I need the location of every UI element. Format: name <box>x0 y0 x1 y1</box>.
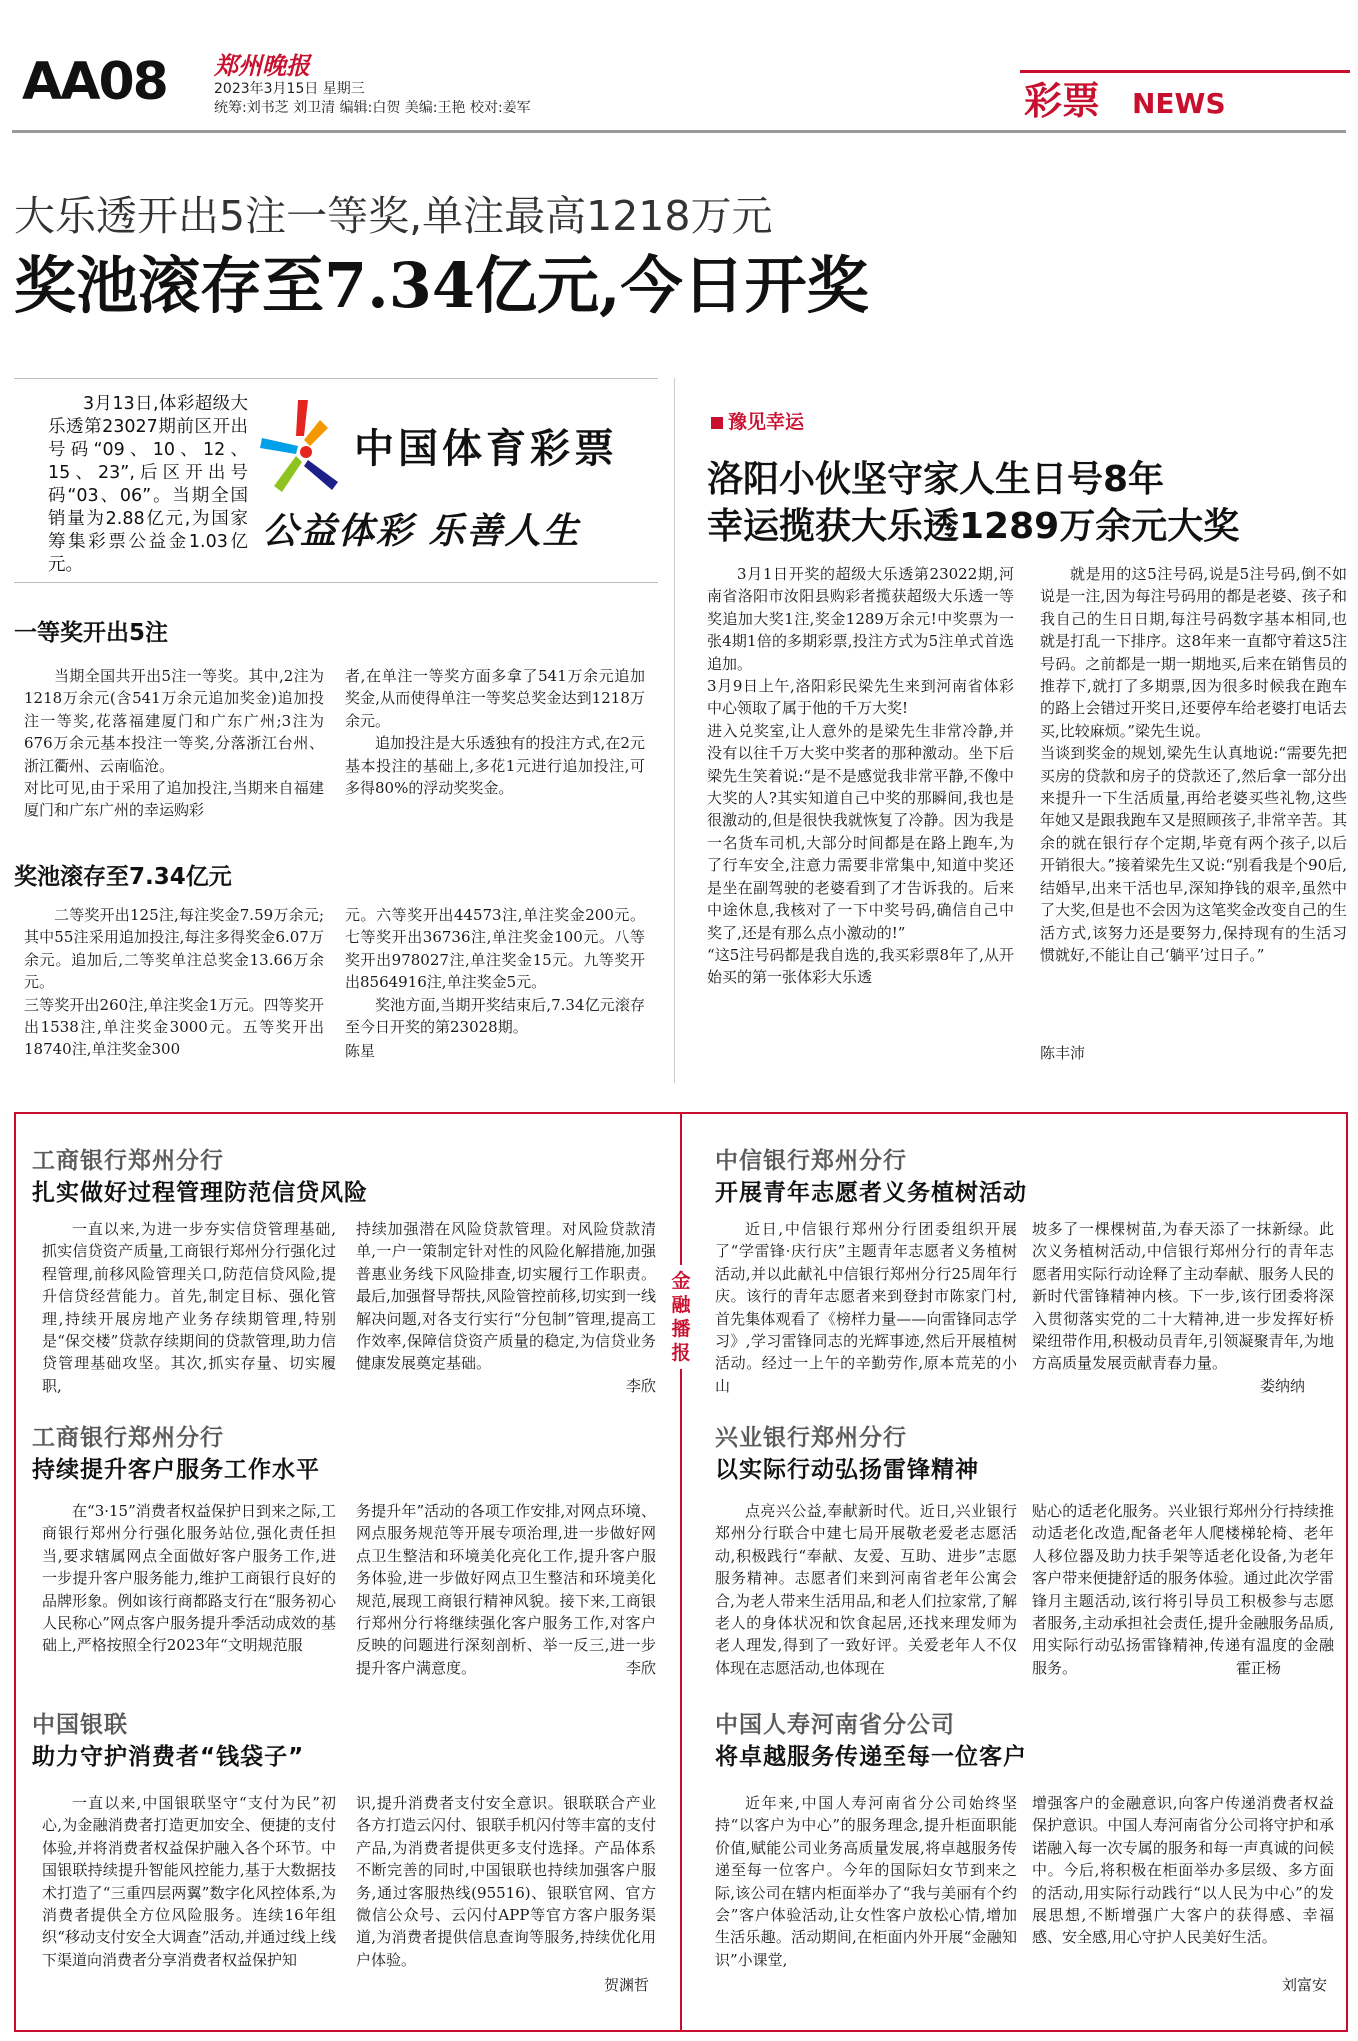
section-tab <box>1020 70 1350 130</box>
finance-a2-byline: 李欣 <box>622 1657 656 1679</box>
lead-section2-col1: 二等奖开出125注,每注奖金7.59万余元;其中55注采用追加投注,每注多得奖金6.07万余元。追加后,二等奖单注总奖金13.66万余元。 三等奖开出260注,单注奖金1万元。四等奖开出1538注,单注奖金3000元。五等奖开出18740注,单注奖金300 <box>24 906 324 1059</box>
finance-a1-col2: 持续加强潜在风险贷款管理。对风险贷款清单,一户一策制定针对性的风险化解措施,加强普惠业务线下风险排查,切实履行工作职责。最后,加强督导帮扶,风险管控前移,切实到一线解决问题,对各支行实行“分包制”管理,提高工作效率,保障信贷资产质量的稳定,为信贷业务健康发展奠定基础。 <box>356 1220 656 1373</box>
section-name: 彩票 <box>1024 79 1101 123</box>
finance-b3-byline: 刘富安 <box>1278 1974 1327 1996</box>
finance-a2-title: 持续提升客户服务工作水平 <box>32 1457 320 1483</box>
lead-section1-col2 <box>345 665 645 845</box>
finance-a2-col2: 务提升年”活动的各项工作安排,对网点环境、网点服务规范等开展专项治理,进一步做好网点卫生整洁和环境美化亮化工作,提升客户服务体验,进一步做好网点卫生整洁和环境美化规范,展现工商银行精神风貌。接下来,工商银行郑州分行将继续强化客户服务工作,对客户反映的问题进行深刻剖析、举一反三,进一步提升客户满意度。 <box>356 1502 656 1677</box>
finance-label: 金融播报 <box>668 1265 694 1369</box>
lottery-logo <box>258 398 344 498</box>
finance-b2-title: 以实际行动弘扬雷锋精神 <box>715 1457 979 1483</box>
section-name-en: NEWS <box>1132 87 1226 120</box>
lead-section2-col2-p2 <box>345 994 645 1039</box>
story-col2: 就是用的这5注号码,说是5注号码,倒不如说是一注,因为每注号码用的都是老婆、孩子和我自己的生日日期,每注号码数字基本相同,也就是打乱一下排序。这8年来一直都守着这5注号码。之前都是一期一期地买,后来在销售员的推荐下,就打了多期票,因为很多时候我在跑车的路上会错过开奖日,还要停车给老婆打电话去买,比较麻烦。”梁先生说。 当谈到奖金的规划,梁先生认真地说:“需要先把买房的贷款和房子的贷款还了,然后拿一部分出来提升一下生活质量,再给老婆买些礼物,这些年她又是跟我跑车又是照顾孩子,非常辛苦。其余的就在银行存个定期,毕竟有两个孩子,以后开销很大。”接着梁先生又说:“别看我是个90后,结婚早,出来干活也早,深知挣钱的艰辛,虽然中了大奖,但是也不会因为这笔奖金改变自己的生活方式,该努力还是要努力,保持现有的生活习惯就好,不能让自己‘躺平’过日子。” <box>1040 565 1347 964</box>
story-col1: 3月1日开奖的超级大乐透第23022期,河南省洛阳市汝阳县购彩者揽获超级大乐透一等奖追加大奖1注,奖金1289万余元!中奖票为一张4期1倍的多期彩票,投注方式为5注单式首选追加。 3月9日上午,洛阳彩民梁先生来到河南省体彩中心领取了属于他的千万大奖! 进入兑奖室,让人意外的是梁先生非常冷静,并没有以往千万大奖中奖者的那种激动。坐下后梁先生笑着说:“是不是感觉我非常平静,不像中大奖的人?其实知道自己中奖的那瞬间,我也是很激动的,但是很快我就恢复了冷静。因为我是一名货车司机,大部分时间都是在路上跑车,为了行车安全,注意力需要非常集中,知道中奖还是坐在副驾驶的老婆看到了才告诉我的。后来中途休息,我核对了一下中奖号码,确信自己中奖了,还是有那么点小激动的!” “这5注号码都是我自选的,我买彩票8年了,从开始买的第一张体彩大乐透 <box>707 565 1014 987</box>
finance-b3-bank: 中国人寿河南省分公司 <box>715 1712 955 1738</box>
story-kicker-marker <box>711 417 723 429</box>
paper-name: 郑州晚报 <box>214 51 310 80</box>
lead-section1-col1: 当期全国共开出5注一等奖。其中,2注为1218万余元(含541万余元追加奖金)追加投注一等奖,花落福建厦门和广东广州;3注为676万余元基本投注一等奖,分落浙江台州、浙江衢州、云南临沧。 对比可见,由于采用了追加投注,当期来自福建厦门和广东广州的幸运购彩 <box>24 667 324 820</box>
lead-title: 奖池滚存至7.34亿元,今日开奖 <box>14 249 869 322</box>
lead-byline: 陈星 <box>345 1042 376 1060</box>
finance-b2-byline: 霍正杨 <box>1232 1657 1281 1679</box>
finance-b3-col1: 近年来,中国人寿河南省分公司始终坚持“以客户为中心”的服务理念,提升柜面职能价值,赋能公司业务高质量发展,将卓越服务传递至每一位客户。今年的国际妇女节到来之际,该公司在辖内柜面举办了“我与美丽有个约会”客户体验活动,让女性客户放松心情,增加生活乐趣。活动期间,在柜面内外开展“金融知识”小课堂, <box>715 1794 1017 1969</box>
finance-b1-bank: 中信银行郑州分行 <box>715 1148 907 1174</box>
finance-b1-col2: 坡多了一棵棵树苗,为春天添了一抹新绿。此次义务植树活动,中信银行郑州分行的青年志愿者用实际行动诠释了主动奉献、服务人民的新时代雷锋精神内核。下一步,该行团委将深入贯彻落实党的二十大精神,进一步发挥好桥梁纽带作用,积极动员青年,引领凝聚青年,为地方高质量发展贡献青春力量。 <box>1032 1220 1334 1373</box>
editor-credits: 统筹:刘书芝 刘卫清 编辑:白贺 美编:王艳 校对:姜军 <box>214 100 531 116</box>
finance-a3-col1: 一直以来,中国银联坚守“支付为民”初心,为金融消费者打造更加安全、便捷的支付体验,并将消费者权益保护融入各个环节。中国银联持续提升智能风控能力,基于大数据技术打造了“三重四层两翼”数字化风控体系,为消费者提供全方位风险服务。连续16年组织“移动支付安全大调查”活动,并通过线上线下渠道向消费者分享消费者权益保护知 <box>42 1794 336 1969</box>
finance-b3-col2: 增强客户的金融意识,向客户传递消费者权益保护意识。中国人寿河南省分公司将守护和承诺融入每一次专属的服务和每一声真诚的问候中。今后,将积极在柜面举办多层级、多方面的活动,用实际行动践行“以人民为中心”的发展思想,不断增强广大客户的获得感、幸福感、安全感,用心守护人民美好生活。 <box>1032 1794 1334 1947</box>
issue-date: 2023年3月15日 星期三 <box>214 81 365 97</box>
finance-b2-col2: 贴心的适老化服务。兴业银行郑州分行持续推动适老化改造,配备老年人爬楼梯轮椅、老年人移位器及助力扶手架等适老化设备,为老年客户带来便捷舒适的服务体验。通过此次学雷锋月主题活动,该行将引导员工积极参与志愿者服务,主动承担社会责任,提升金融服务品质,用实际行动弘扬雷锋精神,传递有温度的金融服务。 <box>1032 1502 1334 1677</box>
lead-section2-heading: 奖池滚存至7.34亿元 <box>14 864 232 890</box>
logo-name: 中国体育彩票 <box>354 426 618 472</box>
finance-a1-title: 扎实做好过程管理防范信贷风险 <box>32 1180 368 1206</box>
finance-b1-title: 开展青年志愿者义务植树活动 <box>715 1180 1027 1206</box>
story-kicker: 豫见幸运 <box>728 411 805 433</box>
finance-a2-bank: 工商银行郑州分行 <box>32 1425 224 1451</box>
lead-section1-col2-p2: 追加投注是大乐透独有的投注方式,在2元基本投注的基础上,多花1元进行追加投注,可多得80%的浮动奖奖金。 <box>345 734 645 798</box>
lead-section1-col2-p1: 者,在单注一等奖方面多拿了541万余元追加奖金,从而使得单注一等奖总奖金达到1218万余元。 <box>345 667 645 730</box>
star-logo-icon <box>258 398 344 498</box>
finance-a1-col1: 一直以来,为进一步夯实信贷管理基础,抓实信贷资产质量,工商银行郑州分行强化过程管理,前移风险管理关口,防范信贷风险,提升信贷经营能力。首先,制定目标、强化管理,持续开展房地产业务存续期管理,特别是“保交楼”贷款存续期间的贷款管理,助力信贷管理基础攻坚。其次,抓实存量、切实履职, <box>42 1220 336 1395</box>
finance-a1-byline: 李欣 <box>622 1375 656 1397</box>
finance-b3-title: 将卓越服务传递至每一位客户 <box>715 1744 1027 1770</box>
story-title-line2: 幸运揽获大乐透1289万余元大奖 <box>707 506 1240 547</box>
lead-section2-col2-p1: 元。六等奖开出44573注,单注奖金200元。七等奖开出36736注,单注奖金100元。八等奖开出978027注,单注奖金15元。九等奖开出8564916注,单注奖金5元。 <box>345 906 645 992</box>
finance-a2-col1: 在“3·15”消费者权益保护日到来之际,工商银行郑州分行强化服务站位,强化责任担当,要求辖属网点全面做好客户服务工作,进一步提升客户服务能力,维护工商银行良好的品牌形象。例如该行商都路支行在“服务初心 人民称心”网点客户服务提升季活动成效的基础上,严格按照全行2023年“文明规范服 <box>42 1502 336 1655</box>
story-byline: 陈丰沛 <box>1040 1044 1086 1062</box>
column-divider <box>674 378 675 1083</box>
finance-a1-bank: 工商银行郑州分行 <box>32 1148 224 1174</box>
lead-intro: 3月13日,体彩超级大乐透第23027期前区开出号码“09、10、12、15、23”,后区开出号码“03、06”。当期全国销量为2.88亿元,为国家筹集彩票公益金1.03亿元。 <box>48 394 248 575</box>
finance-a3-title: 助力守护消费者“钱袋子” <box>32 1744 305 1770</box>
finance-b2-bank: 兴业银行郑州分行 <box>715 1425 907 1451</box>
finance-a3-col2: 识,提升消费者支付安全意识。银联联合产业各方打造云闪付、银联手机闪付等丰富的支付产品,为消费者提供更多支付选择。产品体系不断完善的同时,中国银联也持续加强客户服务,通过客服热线(95516)、银联官网、官方微信公众号、云闪付APP等官方客户服务渠道,为消费者提供信息查询等服务,持续优化用户体验。 <box>356 1794 656 1969</box>
page-code: AA08 <box>22 52 167 112</box>
lead-section1-heading: 一等奖开出5注 <box>14 620 169 646</box>
story-title-line1: 洛阳小伙坚守家人生日号8年 <box>707 459 1165 500</box>
masthead-rule <box>12 130 1346 133</box>
finance-a3-bank: 中国银联 <box>32 1712 128 1738</box>
lead-subtitle: 大乐透开出5注一等奖,单注最高1218万元 <box>14 192 773 240</box>
lead-section2-col2 <box>345 904 645 1064</box>
finance-b1-col1: 近日,中信银行郑州分行团委组织开展了“学雷锋·庆行庆”主题青年志愿者义务植树活动,并以此献礼中信银行郑州分行25周年行庆。该行的青年志愿者来到登封市陈家门村,首先集体观看了《榜样力量——向雷锋同志学习》,学习雷锋同志的光辉事迹,然后开展植树活动。经过一上午的辛勤劳作,原本荒芜的小山 <box>715 1220 1017 1395</box>
lead-section2-col2-text: 奖池方面,当期开奖结束后,7.34亿元滚存至今日开奖的第23028期。 <box>345 995 645 1037</box>
finance-b1-byline: 娄纳纳 <box>1256 1375 1305 1397</box>
logo-slogan: 公益体彩 乐善人生 <box>262 510 581 552</box>
finance-a3-byline: 贺渊哲 <box>600 1974 649 1996</box>
finance-divider <box>680 1112 682 2032</box>
finance-b2-col1: 点亮兴公益,奉献新时代。近日,兴业银行郑州分行联合中建七局开展敬老爱老志愿活动,积极践行“奉献、友爱、互助、进步”志愿服务精神。志愿者们来到河南省老年公寓会合,为老人带来生活用品,和老人们拉家常,了解老人的身体状况和饮食起居,还找来理发师为老人理发,得到了一致好评。关爱老年人不仅体现在志愿活动,也体现在 <box>715 1502 1017 1677</box>
